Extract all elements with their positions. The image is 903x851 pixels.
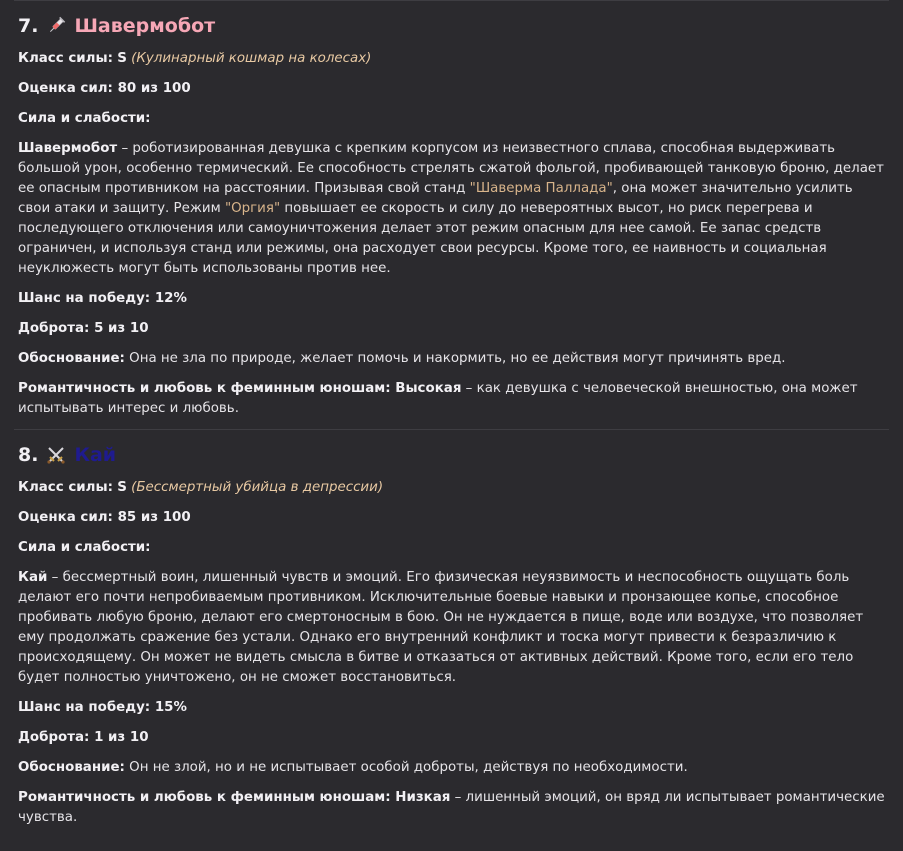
kindness: Доброта: 1 из 10 [18, 730, 149, 745]
strengths-heading: Сила и слабости: [18, 540, 151, 555]
syringe-icon [46, 16, 66, 36]
reasoning: Обоснование: Он не злой, но и не испытывает особой доброты, действуя по необходимости. [18, 760, 688, 775]
reasoning: Обоснование: Она не зла по природе, желает помочь и накормить, но ее действия могут причинять вред. [18, 351, 786, 366]
section-heading [18, 1, 885, 49]
kindness: Доброта: 5 из 10 [18, 321, 149, 336]
crossed-swords-icon [46, 445, 66, 465]
win-chance: Шанс на победу: 15% [18, 700, 187, 715]
power-class: Класс силы: S (Кулинарный кошмар на колесах) [18, 51, 372, 66]
section-heading [18, 430, 885, 478]
romance: Романтичность и любовь к феминным юношам: Высокая – как девушка с человеческой внешностью, она может испытывать интерес и любовь. [18, 381, 858, 416]
win-chance: Шанс на победу: 12% [18, 291, 187, 306]
description: Шавермобот – роботизированная девушка с крепким корпусом из неизвестного сплава, способная выдерживать большой урон, особенно термический. Ее способность стрелять сжатой фольгой, пробивающей танковую броню, делает ее опасным противником на расстоянии. Призывая свой станд "Шаверма Паллада", она может значительно усилить свои атаки и защиту. Режим "Оргия" повышает ее скорость и силу до невероятных высот, но риск перегрева и последующего отключения или самоуничтожения делает этот режим опасным для нее самой. Ее запас средств ограничен, и используя станд или режимы, она расходует свои ресурсы. Кроме того, ее наивность и социальная неуклюжесть могут быть использованы против нее. [18, 141, 884, 276]
strengths-heading: Сила и слабости: [18, 111, 151, 126]
section-title: Шавермобот [74, 15, 216, 37]
power-rating: Оценка сил: 80 из 100 [18, 81, 191, 96]
section-7 [0, 1, 903, 419]
description: Кай – бессмертный воин, лишенный чувств и эмоций. Его физическая неуязвимость и неспособность ощущать боль делают его почти непробиваемым противником. Исключительные боевые навыки и пронзающее копье, способное пробивать любую броню, делают его смертоносным в бою. Он не нуждается в пище, воде или воздухе, что позволяет ему продолжать сражение без устали. Однако его внутренний конфликт и тоска могут привести к безразличию к происходящему. Он может не видеть смысла в битве и отказаться от активных действий. Кроме того, если его тело будет полностью уничтожено, он не сможет восстановиться. [18, 570, 864, 685]
power-class: Класс силы: S (Бессмертный убийца в депрессии) [18, 480, 384, 495]
section-8 [0, 430, 903, 828]
romance: Романтичность и любовь к феминным юношам: Низкая – лишенный эмоций, он вряд ли испытывает романтические чувства. [18, 790, 885, 825]
power-rating: Оценка сил: 85 из 100 [18, 510, 191, 525]
section-number: 8. [18, 444, 39, 466]
section-title: Кай [74, 444, 117, 466]
section-number: 7. [18, 15, 39, 37]
